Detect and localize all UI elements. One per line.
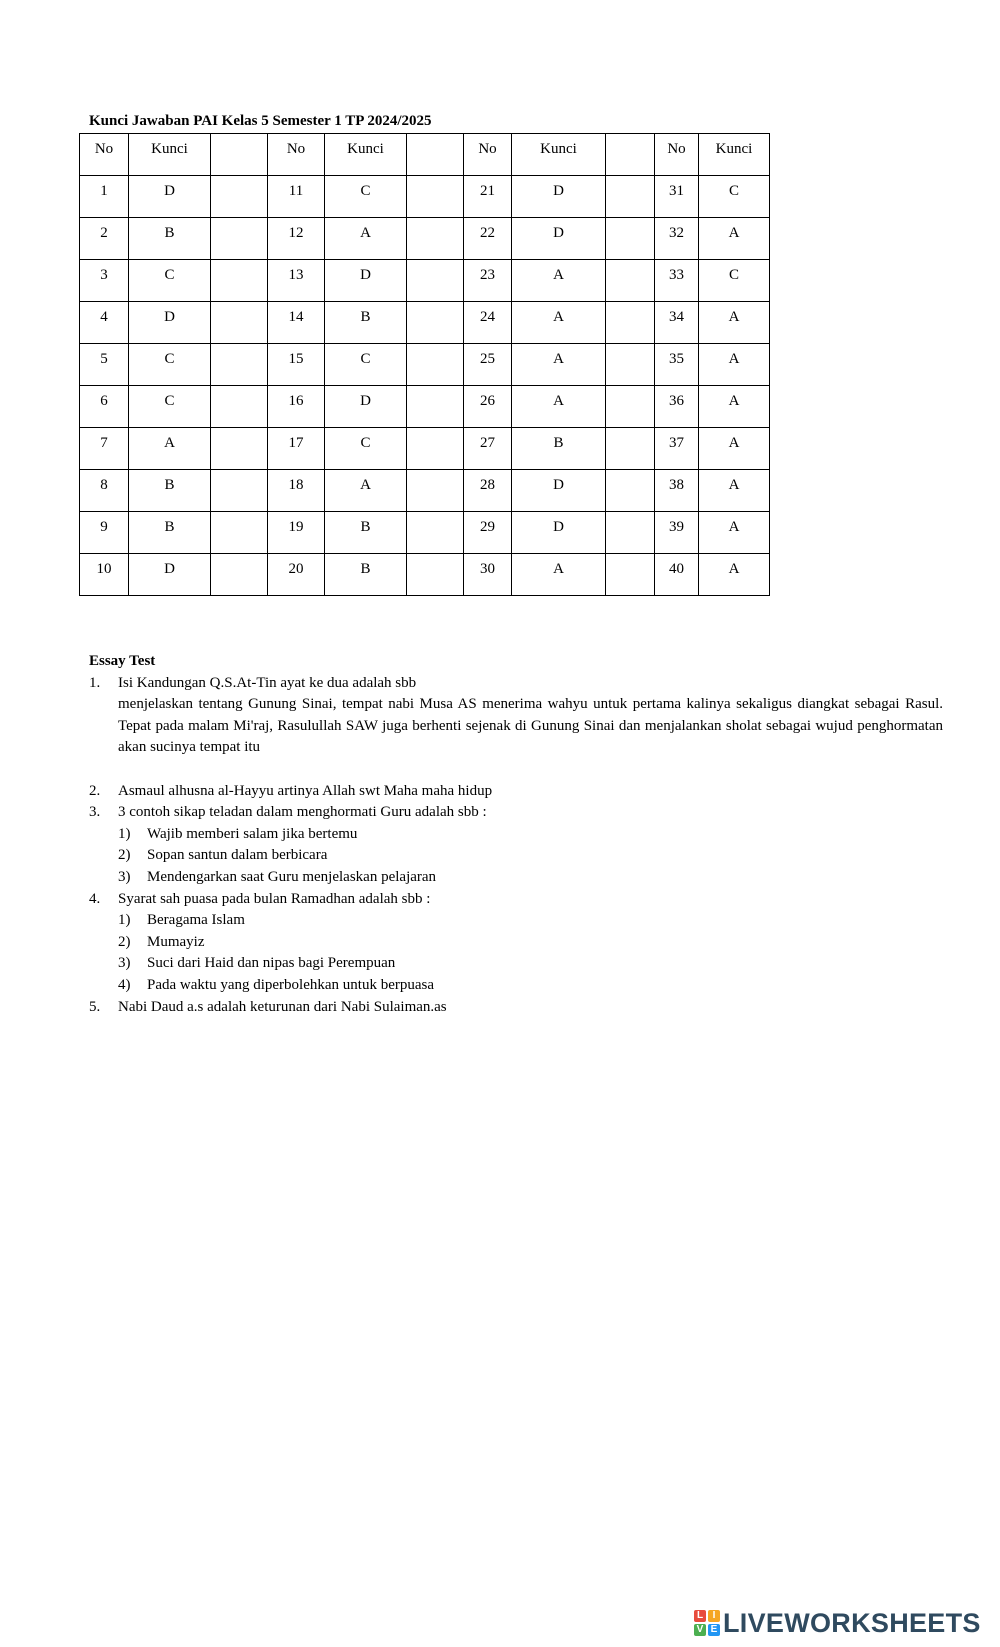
answer-item: [89, 975, 943, 997]
answer-key-cell: A: [325, 470, 407, 512]
question-number-cell: 34: [655, 302, 699, 344]
question-number-cell: 31: [655, 176, 699, 218]
question-text: Syarat sah puasa pada bulan Ramadhan adalah sbb :: [118, 890, 431, 907]
column-gap: [407, 344, 464, 386]
table-row: [80, 344, 770, 386]
question-number-cell: 29: [464, 512, 512, 554]
item-number: 4): [118, 976, 131, 993]
question-number-cell: 24: [464, 302, 512, 344]
answer-key-cell: B: [325, 302, 407, 344]
table-row: [80, 260, 770, 302]
item-text: Mumayiz: [147, 933, 205, 950]
answer-key-cell: A: [129, 428, 211, 470]
column-gap: [211, 428, 268, 470]
question-text: Nabi Daud a.s adalah keturunan dari Nabi Sulaiman.as: [118, 998, 447, 1015]
answer-key-body: [80, 134, 770, 596]
table-row: [80, 386, 770, 428]
question-number-cell: 19: [268, 512, 325, 554]
column-gap: [407, 554, 464, 596]
column-gap: [211, 386, 268, 428]
question-number-cell: 13: [268, 260, 325, 302]
table-row: [80, 176, 770, 218]
item-text: Sopan santun dalam berbicara: [147, 847, 328, 864]
answer-key-cell: D: [512, 218, 606, 260]
answer-key-cell: A: [512, 344, 606, 386]
question-number-cell: 28: [464, 470, 512, 512]
question-number-cell: 14: [268, 302, 325, 344]
question-number-cell: 39: [655, 512, 699, 554]
question-number: 1.: [89, 674, 101, 691]
essay-question-3: [89, 802, 943, 824]
answer-item: [89, 953, 943, 975]
answer-key-cell: C: [129, 386, 211, 428]
essay-answer-1: menjelaskan tentang Gunung Sinai, tempat nabi Musa AS menerima wahyu untuk pertama kalinya sekaligus diangkat sebagai Rasul. Tepat pada malam Mi'raj, Rasulullah SAW juga berhenti sejenak di Gunung Sinai dan menjalankan sholat sebagai wujud penghormatan akan sucinya tempat itu: [118, 696, 943, 756]
question-number-cell: 27: [464, 428, 512, 470]
answer-key-cell: A: [512, 302, 606, 344]
question-number: 4.: [89, 890, 101, 907]
item-text: Wajib memberi salam jika bertemu: [147, 825, 358, 842]
question-number-cell: 15: [268, 344, 325, 386]
question-number-cell: 16: [268, 386, 325, 428]
column-gap: [606, 134, 655, 176]
column-gap: [606, 428, 655, 470]
answer-key-cell: D: [129, 302, 211, 344]
question-number-cell: 35: [655, 344, 699, 386]
table-header-row: [80, 134, 770, 176]
column-gap: [211, 554, 268, 596]
question-number-cell: 8: [80, 470, 129, 512]
column-gap: [606, 470, 655, 512]
question-number-cell: 6: [80, 386, 129, 428]
question-number-cell: 17: [268, 428, 325, 470]
essay-question-5: [89, 997, 943, 1019]
logo-letter: I: [708, 1610, 720, 1622]
question-number-cell: 23: [464, 260, 512, 302]
column-gap: [407, 428, 464, 470]
essay-question-2: [89, 781, 943, 803]
answer-key-cell: D: [325, 386, 407, 428]
header-no: No: [655, 134, 699, 176]
header-kunci: Kunci: [129, 134, 211, 176]
question-number-cell: 4: [80, 302, 129, 344]
document-title: Kunci Jawaban PAI Kelas 5 Semester 1 TP 2024/2025: [89, 113, 432, 129]
question-number-cell: 1: [80, 176, 129, 218]
column-gap: [211, 260, 268, 302]
answer-key-cell: A: [699, 512, 770, 554]
column-gap: [211, 218, 268, 260]
question-number-cell: 30: [464, 554, 512, 596]
column-gap: [606, 554, 655, 596]
answer-key-cell: D: [512, 176, 606, 218]
answer-key-cell: D: [129, 176, 211, 218]
question-number-cell: 3: [80, 260, 129, 302]
answer-key-cell: A: [512, 386, 606, 428]
question-number-cell: 26: [464, 386, 512, 428]
logo-letter: L: [694, 1610, 706, 1622]
answer-key-cell: D: [129, 554, 211, 596]
answer-key-cell: A: [325, 218, 407, 260]
question-text: Isi Kandungan Q.S.At-Tin ayat ke dua adalah sbb: [118, 674, 417, 691]
answer-key-cell: A: [699, 554, 770, 596]
item-text: Suci dari Haid dan nipas bagi Perempuan: [147, 955, 396, 972]
question-number-cell: 37: [655, 428, 699, 470]
item-text: Pada waktu yang diperbolehkan untuk berpuasa: [147, 976, 434, 993]
question-number-cell: 10: [80, 554, 129, 596]
item-number: 2): [118, 933, 131, 950]
essay-section: [89, 651, 943, 1018]
header-kunci: Kunci: [325, 134, 407, 176]
header-kunci: Kunci: [699, 134, 770, 176]
column-gap: [407, 260, 464, 302]
question-number-cell: 12: [268, 218, 325, 260]
essay-question-1: [89, 673, 943, 695]
column-gap: [606, 218, 655, 260]
table-row: [80, 470, 770, 512]
column-gap: [407, 134, 464, 176]
header-kunci: Kunci: [512, 134, 606, 176]
answer-key-cell: C: [129, 260, 211, 302]
question-number-cell: 21: [464, 176, 512, 218]
table-row: [80, 428, 770, 470]
answer-key-cell: B: [129, 470, 211, 512]
answer-item: [89, 867, 943, 889]
column-gap: [407, 386, 464, 428]
question-text: 3 contoh sikap teladan dalam menghormati Guru adalah sbb :: [118, 804, 487, 821]
question-number-cell: 9: [80, 512, 129, 554]
question-number-cell: 32: [655, 218, 699, 260]
answer-key-cell: B: [512, 428, 606, 470]
column-gap: [211, 512, 268, 554]
question-number-cell: 7: [80, 428, 129, 470]
column-gap: [606, 176, 655, 218]
spacer: [89, 759, 943, 781]
question-number-cell: 2: [80, 218, 129, 260]
item-number: 1): [118, 912, 131, 929]
item-number: 3): [118, 955, 131, 972]
logo-letter: E: [708, 1624, 720, 1636]
item-number: 3): [118, 868, 131, 885]
item-number: 1): [118, 825, 131, 842]
column-gap: [606, 260, 655, 302]
header-no: No: [268, 134, 325, 176]
answer-key-cell: A: [699, 218, 770, 260]
answer-key-cell: A: [699, 344, 770, 386]
question-number-cell: 20: [268, 554, 325, 596]
logo-text: LIVEWORKSHEETS: [723, 1608, 981, 1638]
answer-key-cell: D: [325, 260, 407, 302]
answer-key-cell: C: [699, 260, 770, 302]
table-row: [80, 512, 770, 554]
question-number-cell: 18: [268, 470, 325, 512]
answer-key-cell: B: [129, 512, 211, 554]
column-gap: [407, 176, 464, 218]
question-number-cell: 40: [655, 554, 699, 596]
answer-key-cell: C: [325, 344, 407, 386]
question-number: 3.: [89, 804, 101, 821]
column-gap: [407, 302, 464, 344]
answer-key-cell: C: [325, 428, 407, 470]
question-number: 2.: [89, 782, 101, 799]
logo-letter: V: [694, 1624, 706, 1636]
essay-question-4: [89, 889, 943, 911]
column-gap: [606, 302, 655, 344]
answer-key-cell: B: [325, 554, 407, 596]
answer-key-cell: C: [699, 176, 770, 218]
question-number-cell: 11: [268, 176, 325, 218]
column-gap: [211, 176, 268, 218]
essay-title: Essay Test: [89, 653, 156, 669]
item-text: Beragama Islam: [147, 912, 245, 929]
answer-key-cell: D: [512, 470, 606, 512]
table-row: [80, 302, 770, 344]
column-gap: [211, 134, 268, 176]
answer-key-cell: B: [325, 512, 407, 554]
column-gap: [407, 512, 464, 554]
logo-mark-icon: [694, 1610, 720, 1636]
answer-key-cell: A: [699, 428, 770, 470]
answer-key-cell: A: [699, 386, 770, 428]
header-no: No: [80, 134, 129, 176]
answer-key-cell: A: [699, 302, 770, 344]
column-gap: [606, 344, 655, 386]
answer-key-table: [79, 133, 770, 596]
header-no: No: [464, 134, 512, 176]
column-gap: [606, 512, 655, 554]
column-gap: [407, 470, 464, 512]
answer-key-cell: A: [699, 470, 770, 512]
table-row: [80, 218, 770, 260]
question-number: 5.: [89, 998, 101, 1015]
question-number-cell: 25: [464, 344, 512, 386]
answer-item: [89, 932, 943, 954]
answer-key-cell: C: [129, 344, 211, 386]
question-number-cell: 38: [655, 470, 699, 512]
question-number-cell: 5: [80, 344, 129, 386]
question-text: Asmaul alhusna al-Hayyu artinya Allah swt Maha maha hidup: [118, 782, 493, 799]
column-gap: [211, 470, 268, 512]
answer-key-cell: A: [512, 554, 606, 596]
question-number-cell: 36: [655, 386, 699, 428]
table-row: [80, 554, 770, 596]
answer-key-cell: A: [512, 260, 606, 302]
column-gap: [407, 218, 464, 260]
answer-key-cell: D: [512, 512, 606, 554]
question-number-cell: 22: [464, 218, 512, 260]
answer-item: [89, 845, 943, 867]
item-number: 2): [118, 847, 131, 864]
answer-key-cell: C: [325, 176, 407, 218]
answer-key-cell: B: [129, 218, 211, 260]
question-number-cell: 33: [655, 260, 699, 302]
liveworksheets-logo[interactable]: [694, 1609, 981, 1637]
answer-item: [89, 910, 943, 932]
column-gap: [211, 302, 268, 344]
column-gap: [211, 344, 268, 386]
column-gap: [606, 386, 655, 428]
item-text: Mendengarkan saat Guru menjelaskan pelajaran: [147, 868, 437, 885]
answer-item: [89, 824, 943, 846]
